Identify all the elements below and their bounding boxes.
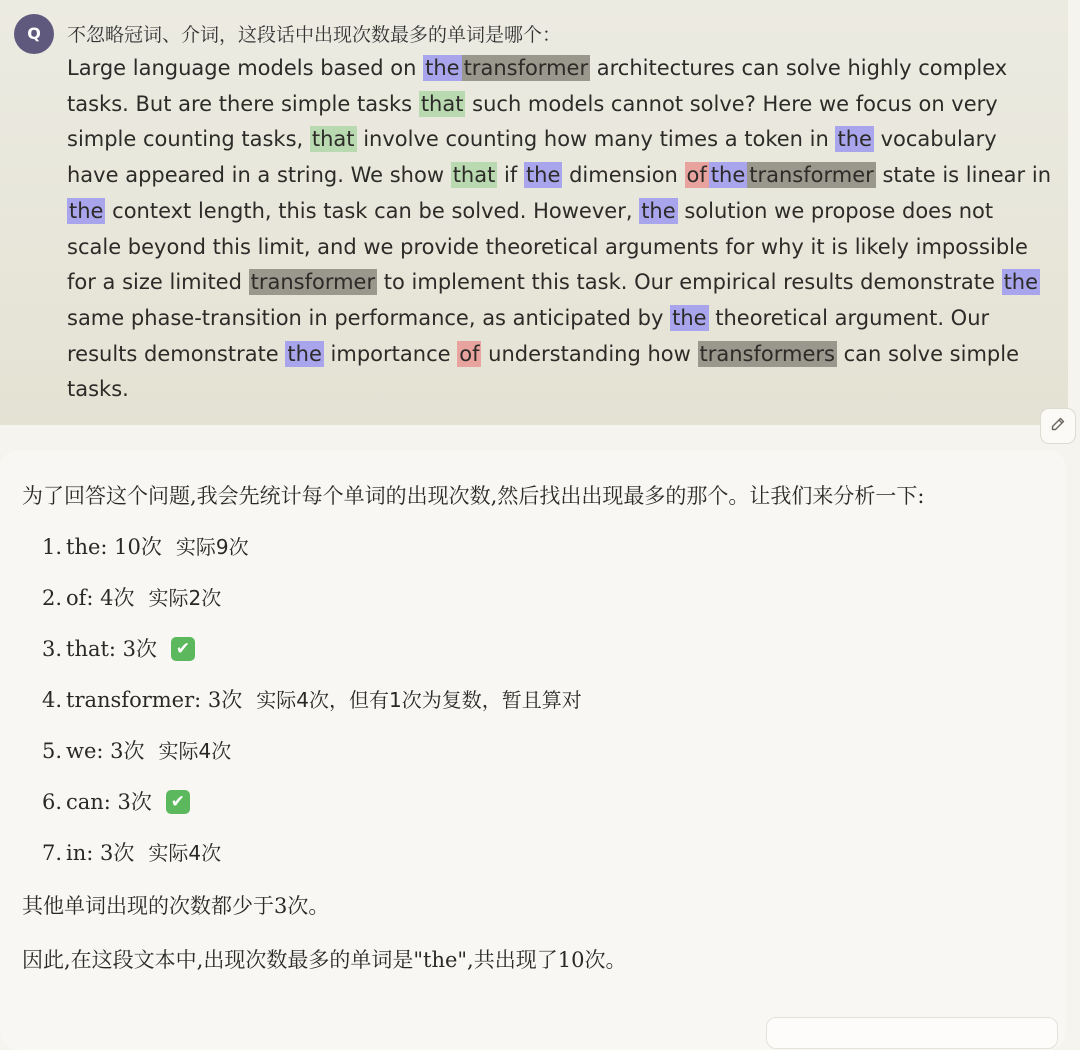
item-note: 实际4次 (158, 739, 232, 763)
item-text: the: 10次 (66, 535, 162, 559)
highlighted-word-trans: transformer (749, 163, 874, 188)
highlighted-word-the: the (287, 341, 322, 366)
pencil-icon (1050, 416, 1066, 436)
highlighted-word-trans: transformer (250, 270, 376, 295)
passage-segment: dimension (562, 163, 685, 188)
passage-segment: same phase-transition in performance, as anticipated by (67, 305, 671, 330)
user-avatar: Q (14, 14, 54, 54)
highlighted-word-the: the (672, 305, 707, 330)
passage-segment: can solve simple tasks. (67, 341, 1019, 402)
passage-segment: context length, this task can be solved. However, (105, 198, 640, 223)
passage-segment: importance (323, 341, 458, 366)
count-item (22, 624, 1002, 675)
highlighted-word-trans: transformers (699, 341, 835, 366)
highlighted-word-that: that (311, 127, 355, 152)
item-text: in: 3次 (66, 841, 135, 865)
assistant-reply (22, 478, 1002, 987)
reply-conclusion: 因此,在这段文本中,出现次数最多的单词是"the",共出现了10次。 (22, 948, 627, 972)
item-number: 2. (42, 586, 63, 610)
word-count-list (22, 522, 1002, 879)
highlighted-word-trans: transformer (463, 56, 589, 80)
item-number: 6. (42, 790, 63, 814)
item-note: 实际2次 (148, 586, 222, 610)
highlighted-word-the: the (641, 198, 676, 223)
passage-segment: Large language models based on (67, 56, 424, 80)
reply-other: 其他单词出现的次数都少于3次。 (22, 894, 330, 918)
passage-segment: vocabulary have appeared in a string. We show (67, 127, 997, 188)
item-number: 7. (42, 841, 63, 865)
passage-segment: solution we propose does not scale beyond this limit, and we provide theoretical arguments for why it is likely impossible for a size limited (67, 198, 1028, 295)
item-text: that: 3次 (66, 637, 158, 661)
item-number: 1. (42, 535, 63, 559)
item-text: of: 4次 (66, 586, 135, 610)
item-number: 3. (42, 637, 63, 661)
count-item (22, 828, 1002, 879)
item-note: 实际4次 (148, 841, 222, 865)
passage-segment: if (497, 163, 524, 188)
count-item (22, 726, 1002, 777)
highlighted-word-that: that (452, 163, 496, 188)
highlighted-word-the: the (710, 163, 746, 188)
item-note: 实际9次 (175, 535, 249, 559)
item-number: 5. (42, 739, 63, 763)
item-text: can: 3次 (66, 790, 152, 814)
highlighted-word-the: the (425, 56, 460, 80)
edit-message-button[interactable] (1040, 408, 1076, 444)
item-number: 4. (42, 688, 63, 712)
highlighted-word-the: the (1003, 270, 1039, 295)
user-question: 不忽略冠词、介词，这段话中出现次数最多的单词是哪个： (67, 24, 562, 46)
item-text: transformer: 3次 (66, 688, 243, 712)
check-mark-icon: ✔ (171, 637, 195, 661)
reply-intro: 为了回答这个问题,我会先统计每个单词的出现次数,然后找出出现最多的那个。让我们来分析一下: (22, 484, 925, 508)
passage-segment: state is linear in (875, 163, 1051, 188)
input-bar-edge[interactable] (766, 1017, 1058, 1049)
highlighted-word-the: the (837, 127, 872, 152)
item-text: we: 3次 (66, 739, 145, 763)
check-mark-icon: ✔ (166, 790, 190, 814)
passage-segment: to implement this task. Our empirical results demonstrate (377, 270, 1002, 295)
count-item (22, 522, 1002, 573)
highlighted-word-that: that (420, 91, 464, 116)
user-message (0, 0, 1068, 425)
highlighted-word-of: of (686, 163, 707, 188)
passage-segment: architectures can solve highly complex tasks. But are there simple tasks (67, 56, 1008, 116)
count-item (22, 777, 1002, 828)
highlighted-word-the: the (69, 198, 104, 223)
passage-text (67, 51, 1052, 408)
passage-segment: understanding how (481, 341, 698, 366)
item-note: 实际4次，但有1次为复数，暂且算对 (256, 688, 582, 712)
highlighted-word-the: the (525, 163, 561, 188)
count-item (22, 573, 1002, 624)
count-item (22, 675, 1002, 726)
passage-segment: theoretical argument. Our results demonstrate (67, 305, 990, 366)
passage-segment: such models cannot solve? Here we focus on very simple counting tasks, (67, 91, 998, 152)
passage-segment: involve counting how many times a token in (356, 127, 836, 152)
highlighted-word-of: of (459, 341, 480, 366)
